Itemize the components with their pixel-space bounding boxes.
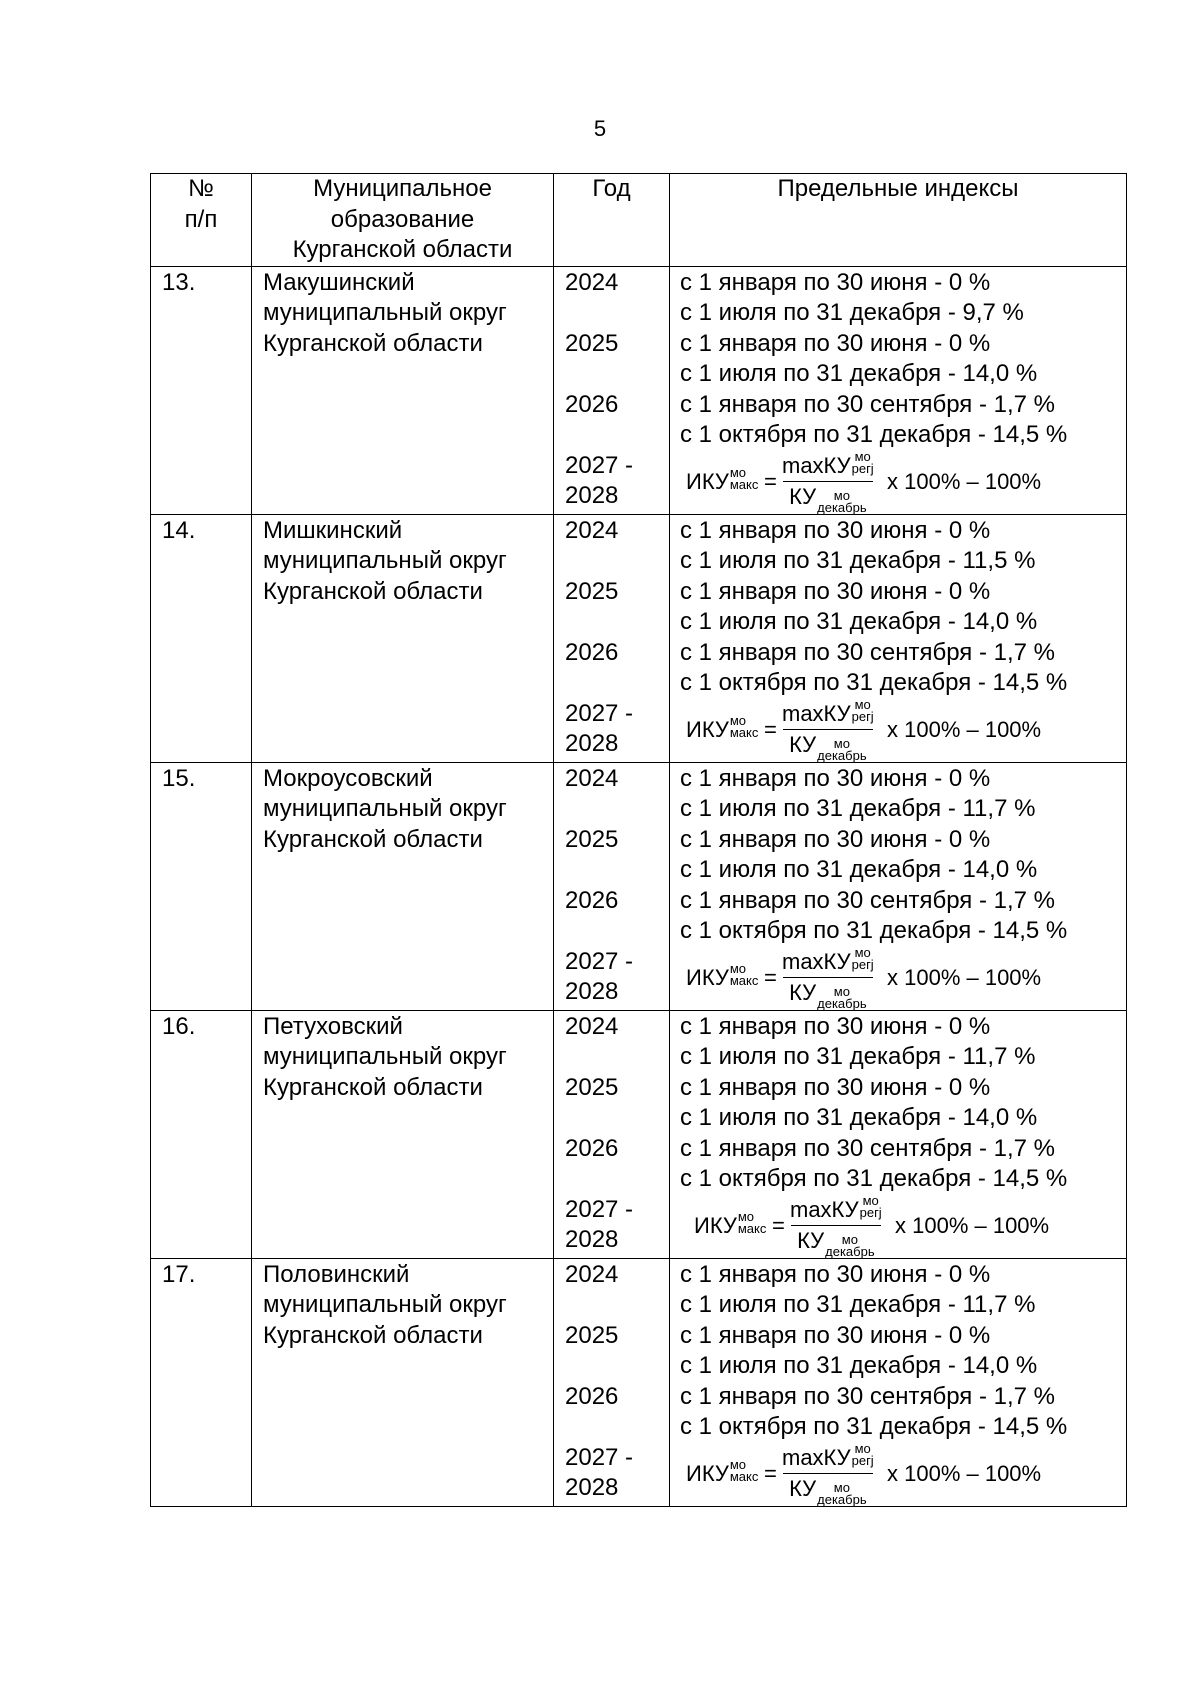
formula-fraction	[782, 448, 874, 515]
table-row	[151, 1258, 1127, 1506]
formula-numerator: maxКУ мо регj	[782, 696, 874, 726]
index-line: с 1 января по 30 июня - 0 %	[680, 1012, 991, 1040]
formula-numerator: maxКУ мо регj	[790, 1192, 882, 1222]
year-label: 2025	[565, 329, 619, 357]
year-label: 2026	[565, 1382, 619, 1410]
header-year: Год	[554, 174, 670, 267]
index-formula	[680, 1440, 1126, 1507]
year-label: 2027 - 2028	[565, 699, 634, 757]
indices-cell	[670, 762, 1127, 1010]
table-row	[151, 762, 1127, 1010]
formula-lhs: ИКУ мо макс	[694, 1208, 767, 1238]
formula-tail: x 100% – 100%	[887, 468, 1042, 494]
formula-lhs: ИКУ мо макс	[686, 464, 759, 494]
row-number: 14.	[151, 514, 252, 762]
formula-denominator: КУ мо декабрь	[797, 1227, 875, 1259]
index-line: с 1 октября по 31 декабря - 14,5 %	[680, 917, 1068, 944]
indices-cell	[670, 266, 1127, 514]
header-indices: Предельные индексы	[670, 174, 1127, 267]
row-number: 17.	[151, 1258, 252, 1506]
year-label: 2025	[565, 825, 619, 853]
index-line: с 1 января по 30 июня - 0 %	[680, 329, 991, 357]
index-line: с 1 января по 30 сентября - 1,7 %	[680, 886, 1055, 914]
years-cell	[554, 1010, 670, 1258]
formula-lhs: ИКУ мо макс	[686, 712, 759, 742]
formula-fraction	[782, 1440, 874, 1507]
year-label: 2025	[565, 1321, 619, 1349]
index-line: с 1 июля по 31 декабря - 11,7 %	[680, 1043, 1036, 1070]
formula-tail: x 100% – 100%	[887, 1460, 1042, 1486]
index-line: с 1 января по 30 июня - 0 %	[680, 825, 991, 853]
index-line: с 1 октября по 31 декабря - 14,5 %	[680, 669, 1068, 696]
formula-tail: x 100% – 100%	[887, 716, 1042, 742]
municipality-name: Мишкинский муниципальный округ Курганской области	[252, 514, 554, 762]
row-number: 15.	[151, 762, 252, 1010]
index-line: с 1 июля по 31 декабря - 14,0 %	[680, 1352, 1038, 1379]
formula-lhs: ИКУ мо макс	[686, 1456, 759, 1486]
index-line: с 1 января по 30 сентября - 1,7 %	[680, 1134, 1055, 1162]
formula-numerator: maxКУ мо регj	[782, 1440, 874, 1470]
index-line: с 1 января по 30 июня - 0 %	[680, 764, 991, 792]
indices-cell	[670, 1258, 1127, 1506]
year-label: 2026	[565, 390, 619, 418]
header-number: № п/п	[151, 174, 252, 267]
index-formula	[680, 944, 1126, 1011]
index-line: с 1 июля по 31 декабря - 14,0 %	[680, 608, 1038, 635]
row-number: 16.	[151, 1010, 252, 1258]
index-line: с 1 июля по 31 декабря - 11,7 %	[680, 795, 1036, 822]
formula-tail: x 100% – 100%	[887, 964, 1042, 990]
index-line: с 1 октября по 31 декабря - 14,5 %	[680, 1165, 1068, 1192]
index-formula	[680, 696, 1126, 763]
header-row	[151, 174, 1127, 267]
year-label: 2025	[565, 577, 619, 605]
formula-fraction	[790, 1192, 882, 1259]
year-label: 2026	[565, 1134, 619, 1162]
table-row	[151, 266, 1127, 514]
index-line: с 1 января по 30 сентября - 1,7 %	[680, 390, 1055, 418]
year-label: 2027 - 2028	[565, 1443, 634, 1501]
index-line: с 1 января по 30 июня - 0 %	[680, 577, 991, 605]
index-line: с 1 января по 30 июня - 0 %	[680, 268, 991, 296]
index-line: с 1 января по 30 сентября - 1,7 %	[680, 1382, 1055, 1410]
formula-equals: =	[772, 1212, 785, 1238]
formula-equals: =	[764, 716, 777, 742]
formula-tail: x 100% – 100%	[895, 1212, 1050, 1238]
formula-denominator: КУ мо декабрь	[789, 731, 867, 763]
index-line: с 1 июля по 31 декабря - 14,0 %	[680, 360, 1038, 387]
year-label: 2024	[565, 1260, 619, 1288]
table-body	[151, 266, 1127, 1506]
municipality-name: Мокроусовский муниципальный округ Курганской области	[252, 762, 554, 1010]
formula-equals: =	[764, 1460, 777, 1486]
row-number: 13.	[151, 266, 252, 514]
year-label: 2027 - 2028	[565, 947, 634, 1005]
municipality-name: Петуховский муниципальный округ Курганской области	[252, 1010, 554, 1258]
formula-fraction	[782, 696, 874, 763]
index-line: с 1 октября по 31 декабря - 14,5 %	[680, 421, 1068, 448]
years-cell	[554, 1258, 670, 1506]
formula-lhs: ИКУ мо макс	[686, 960, 759, 990]
municipality-name: Половинский муниципальный округ Курганской области	[252, 1258, 554, 1506]
years-cell	[554, 514, 670, 762]
index-line: с 1 июля по 31 декабря - 14,0 %	[680, 856, 1038, 883]
year-label: 2026	[565, 886, 619, 914]
year-label: 2024	[565, 516, 619, 544]
index-line: с 1 июля по 31 декабря - 9,7 %	[680, 299, 1024, 326]
index-line: с 1 июля по 31 декабря - 14,0 %	[680, 1104, 1038, 1131]
year-label: 2026	[565, 638, 619, 666]
index-line: с 1 января по 30 сентября - 1,7 %	[680, 638, 1055, 666]
formula-numerator: maxКУ мо регj	[782, 944, 874, 974]
header-municipality: Муниципальное образование Курганской области	[252, 174, 554, 267]
formula-denominator: КУ мо декабрь	[789, 1475, 867, 1507]
formula-numerator: maxКУ мо регj	[782, 448, 874, 478]
page-number: 5	[593, 116, 607, 141]
index-line: с 1 июля по 31 декабря - 11,7 %	[680, 1291, 1036, 1318]
index-line: с 1 января по 30 июня - 0 %	[680, 1321, 991, 1349]
index-line: с 1 октября по 31 декабря - 14,5 %	[680, 1413, 1068, 1440]
formula-fraction	[782, 944, 874, 1011]
tariff-indices-table	[150, 173, 1127, 1507]
years-cell	[554, 266, 670, 514]
indices-cell	[670, 1010, 1127, 1258]
index-formula	[680, 1192, 1126, 1259]
year-label: 2027 - 2028	[565, 451, 634, 509]
formula-denominator: КУ мо декабрь	[789, 483, 867, 515]
municipality-name: Макушинский муниципальный округ Курганской области	[252, 266, 554, 514]
indices-cell	[670, 514, 1127, 762]
table-row	[151, 514, 1127, 762]
year-label: 2024	[565, 1012, 619, 1040]
index-line: с 1 июля по 31 декабря - 11,5 %	[680, 547, 1036, 574]
year-label: 2024	[565, 764, 619, 792]
index-line: с 1 января по 30 июня - 0 %	[680, 1073, 991, 1101]
table-header	[151, 174, 1127, 267]
year-label: 2025	[565, 1073, 619, 1101]
years-cell	[554, 762, 670, 1010]
year-label: 2027 - 2028	[565, 1195, 634, 1253]
formula-denominator: КУ мо декабрь	[789, 979, 867, 1011]
formula-equals: =	[764, 964, 777, 990]
index-formula	[680, 448, 1126, 515]
index-line: с 1 января по 30 июня - 0 %	[680, 1260, 991, 1288]
table-row	[151, 1010, 1127, 1258]
formula-equals: =	[764, 468, 777, 494]
index-line: с 1 января по 30 июня - 0 %	[680, 516, 991, 544]
year-label: 2024	[565, 268, 619, 296]
